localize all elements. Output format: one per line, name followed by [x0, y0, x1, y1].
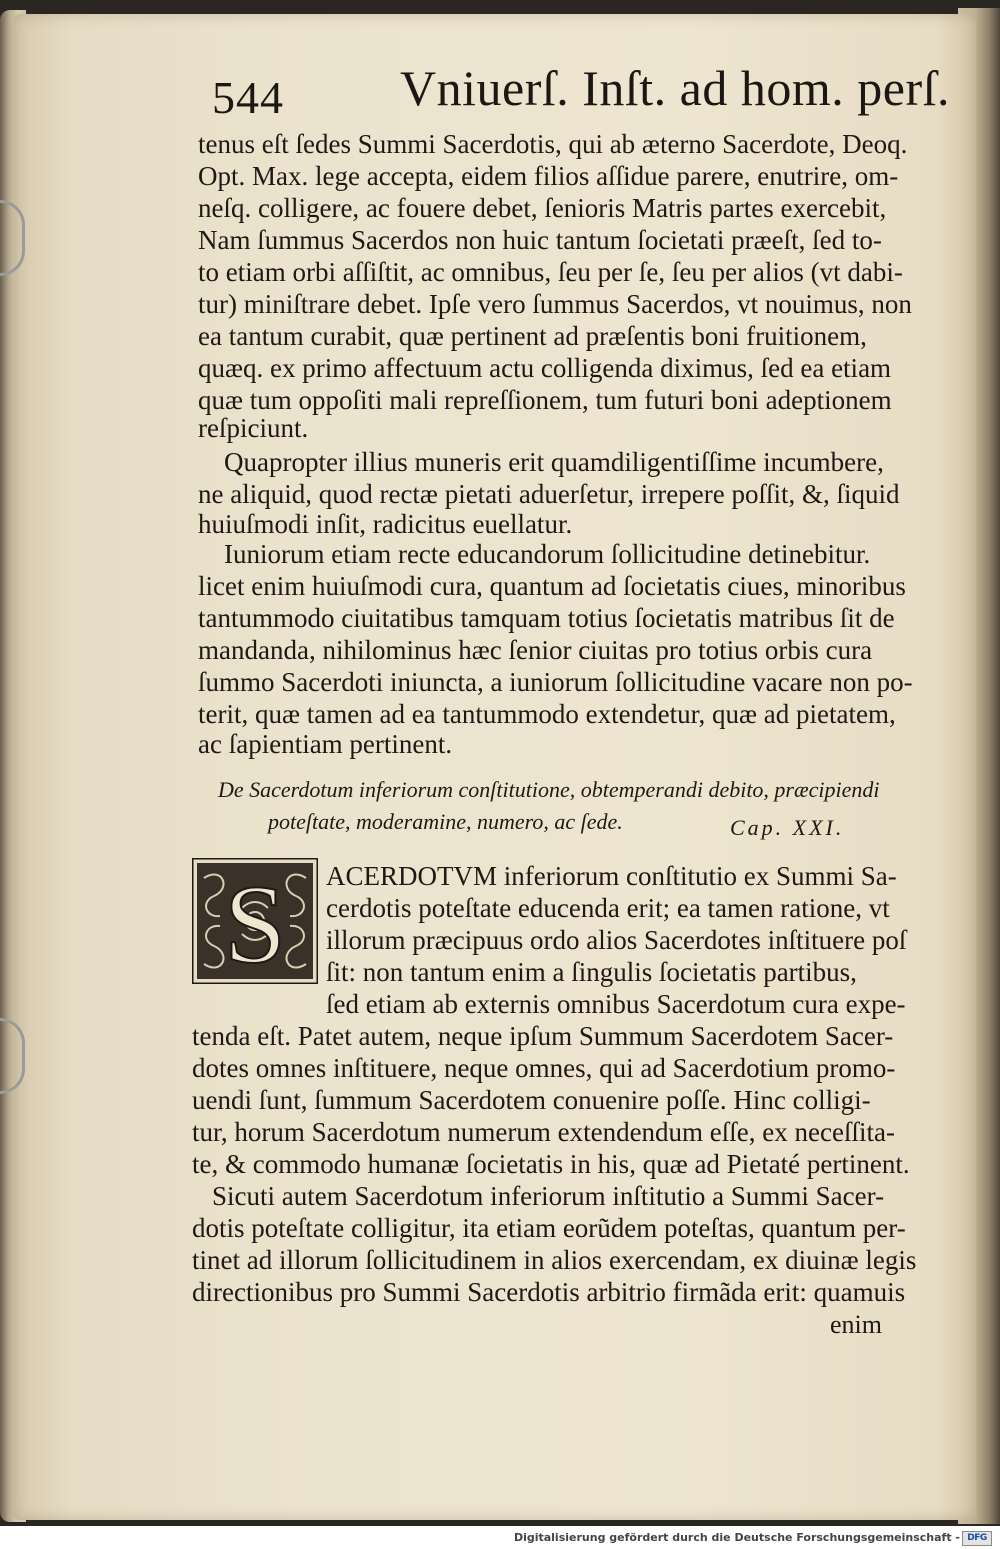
chapter-text-line: uendi ſunt, ſummum Sacerdotem conuenire poſſe. Hinc colligi-	[192, 1085, 871, 1115]
text-line: tantummodo ciuitatibus tamquam totius ſocietatis matribus ſit de	[198, 603, 895, 633]
text-line: licet enim huiuſmodi cura, quantum ad ſocietatis ciues, minoribus	[198, 571, 906, 601]
chapter-text-line: dotes omnes inſtituere, neque omnes, qui ad Sacerdotium promo-	[192, 1053, 896, 1083]
text-line: tenus eſt ſedes Summi Sacerdotis, qui ab æterno Sacerdote, Deoq.	[198, 129, 908, 159]
funding-credit: Digitalisierung gefördert durch die Deutsche Forschungsgemeinschaft -	[513, 1531, 960, 1544]
text-line: reſpiciunt.	[198, 413, 309, 443]
chapter-text-line: te, & commodo humanæ ſocietatis in his, quæ ad Pietaté pertinent.	[192, 1149, 910, 1179]
text-line: ea tantum curabit, quæ pertinent ad præſentis boni fruitionem,	[198, 321, 867, 351]
chapter-text-line: tenda eſt. Patet autem, neque ipſum Summum Sacerdotem Sacer-	[192, 1021, 894, 1051]
chapter-text-line: dotis poteſtate colligitur, ita etiam eorũdem poteſtas, quantum per-	[192, 1213, 906, 1243]
chapter-text-line: Sicuti autem Sacerdotum inferiorum inſtitutio a Summi Sacer-	[212, 1181, 885, 1211]
text-line: quæ tum oppoſiti mali repreſſionem, tum futuri boni adeptionem	[198, 385, 892, 415]
chapter-text-line: illorum præcipuus ordo alios Sacerdotes inſtituere poſ	[326, 925, 907, 955]
chapter-text-line: ſit: non tantum enim a ſingulis ſocietatis partibus,	[326, 957, 857, 987]
text-line: Opt. Max. lege accepta, eidem filios aſſidue parere, enutrire, om-	[198, 161, 899, 191]
catchword: enim	[830, 1310, 882, 1339]
text-line: huiuſmodi inſit, radicitus euellatur.	[198, 509, 573, 539]
text-line: neſq. colligere, ac fouere debet, ſenioris Matris partes exercebit,	[198, 193, 887, 223]
chapter-text-line: cerdotis poteſtate educenda erit; ea tamen ratione, vt	[326, 893, 890, 923]
chapter-text-line: ACERDOTVM inferiorum conſtitutio ex Summi Sa-	[326, 861, 897, 891]
chapter-text-line: directionibus pro Summi Sacerdotis arbitrio firmãda erit: quamuis	[192, 1277, 906, 1307]
text-line: Quapropter illius muneris erit quamdiligentiſſime incumbere,	[224, 447, 884, 477]
chapter-text-line: tinet ad illorum ſollicitudinem in alios exercendam, ex diuinæ legis	[192, 1245, 917, 1275]
footer-bar	[0, 1526, 1000, 1549]
text-line: Iuniorum etiam recte educandorum ſollicitudine detinebitur.	[224, 539, 871, 569]
text-line: quæq. ex primo affectuum actu colligenda diximus, ſed ea etiam	[198, 353, 892, 383]
running-head: Vniuerſ. Inſt. ad hom. perſ.	[400, 60, 950, 116]
chapter-heading-line-2: poteſtate, moderamine, numero, ac ſede.	[268, 809, 623, 834]
text-line: to etiam orbi aſſiſtit, ac omnibus, ſeu per ſe, ſeu per alios (vt dabi-	[198, 257, 903, 287]
chapter-text-line: tur, horum Sacerdotum numerum extendendum eſſe, ex neceſſita-	[192, 1117, 895, 1147]
decorated-initial-s-icon	[192, 858, 318, 984]
text-line: ne aliquid, quod rectæ pietati aduerſetur, irrepere poſſit, &, ſiquid	[198, 479, 900, 509]
chapter-heading-line-1: De Sacerdotum inferiorum conſtitutione, obtemperandi debito, præcipiendi	[218, 777, 880, 802]
text-line: tur) miniſtrare debet. Ipſe vero ſummus Sacerdos, vt nouimus, non	[198, 289, 912, 319]
text-line: ac ſapientiam pertinent.	[198, 729, 453, 759]
chapter-number: Cap. XXI.	[730, 815, 845, 840]
svg-text:S: S	[223, 863, 287, 984]
dfg-logo-icon: DFG	[962, 1531, 992, 1546]
text-line: terit, quæ tamen ad ea tantummodo extendetur, quæ ad pietatem,	[198, 699, 896, 729]
page-header	[212, 55, 952, 125]
page-number: 544	[212, 72, 284, 123]
text-line: mandanda, nihilominus hæc ſenior ciuitas pro totius orbis cura	[198, 635, 873, 665]
text-line: ſummo Sacerdoti iniuncta, a iuniorum ſollicitudine vacare non po-	[198, 667, 913, 697]
text-line: Nam ſummus Sacerdos non huic tantum ſocietati præeſt, ſed to-	[198, 225, 882, 255]
chapter-text-line: ſed etiam ab externis omnibus Sacerdotum cura expe-	[326, 989, 906, 1019]
